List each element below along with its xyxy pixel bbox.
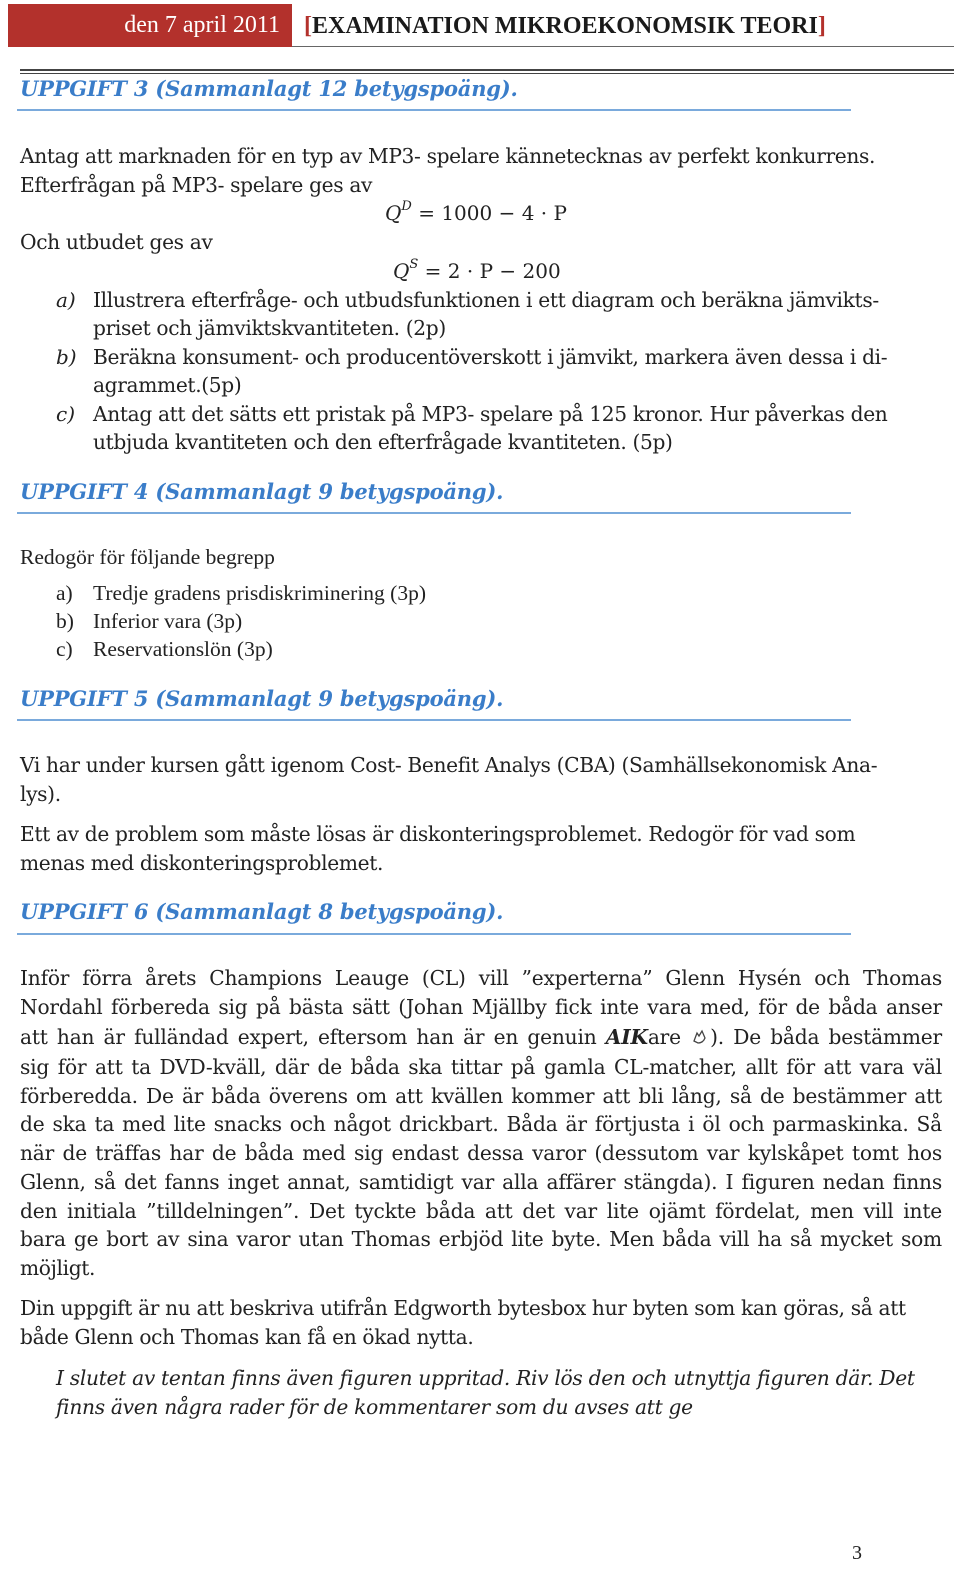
header-bracket-close: ] (817, 12, 826, 39)
task4-item-a-label: a) (56, 581, 73, 605)
header-divider (292, 46, 954, 47)
supply-q: Q (393, 259, 410, 283)
task4-rule (17, 512, 851, 514)
demand-q: Q (385, 201, 402, 225)
task5-heading: UPPGIFT 5 (Sammanlagt 9 betygspoäng). (20, 686, 504, 711)
task3-supply-intro: Och utbudet ges av (20, 230, 213, 254)
task5-para2-line2: menas med diskonteringsproblemet. (20, 851, 384, 875)
smiley-icon (690, 1027, 710, 1047)
task6-para1-line11: möjligt. (20, 1256, 96, 1280)
task3-rule (17, 109, 851, 111)
supply-equation (393, 259, 561, 283)
task6-para1-line4: sig för att ta DVD-kväll, där de båda ska tittar på gamla CL-matcher, allt för att vara väl (20, 1055, 942, 1079)
task3-item-c-line2: utbjuda kvantiteten och den efterfrågade kvantiteten. (5p) (93, 430, 673, 454)
task3-item-b-line1: Beräkna konsument- och producentöverskott i jämvikt, markera även dessa i di- (93, 345, 888, 369)
header-title (304, 6, 826, 46)
task5-para2-line1: Ett av de problem som måste lösas är diskonteringsproblemet. Redogör för vad som (20, 822, 856, 846)
task3-item-b-line2: agrammet.(5p) (93, 373, 242, 397)
task6-note-line2: finns även några rader för de kommentarer som du avses att ge (56, 1395, 693, 1419)
task6-para1-line1: Inför förra årets Champions Leauge (CL) vill ”experterna” Glenn Hysén och Thomas (20, 966, 942, 990)
task6-para1-line9: den initiala ”tilldelningen”. Det tyckte båda att det var lite ojämt fördelat, men vill inte (20, 1199, 942, 1223)
task6-para2-line1: Din uppgift är nu att beskriva utifrån Edgworth bytesbox hur byten som kan göras, så att (20, 1296, 906, 1320)
task4-item-b-label: b) (56, 609, 74, 633)
supply-superscript: S (409, 257, 419, 273)
aik-bold: AIK (605, 1025, 648, 1049)
task4-heading: UPPGIFT 4 (Sammanlagt 9 betygspoäng). (20, 479, 504, 504)
task6-rule (17, 933, 851, 935)
task3-item-c-line1: Antag att det sätts ett pristak på MP3- spelare på 125 kronor. Hur påverkas den (93, 402, 888, 426)
task6-para1-line3 (20, 1025, 942, 1049)
task6-note-line1: I slutet av tentan finns även figuren uppritad. Riv lös den och utnyttja figuren där. Det (56, 1366, 915, 1390)
task6-line3-start: att han är fulländad expert, eftersom han är en genuin (20, 1025, 606, 1049)
header-double-rule-bottom (20, 73, 954, 74)
demand-rhs: = 1000 − 4 · P (418, 201, 567, 225)
page-number: 3 (852, 1542, 862, 1564)
task5-para1-line1: Vi har under kursen gått igenom Cost- Benefit Analys (CBA) (Samhällsekonomisk Ana- (20, 753, 878, 777)
task3-item-a-label: a) (56, 288, 76, 312)
task4-item-c-label: c) (56, 637, 73, 661)
task3-item-b-label: b) (56, 345, 77, 369)
task5-rule (17, 719, 851, 721)
task3-item-c-label: c) (56, 402, 76, 426)
task6-para1-line6: de ska ta med lite snacks och något drickbart. Båda är förtjusta i öl och parmaskinka. Så (20, 1112, 942, 1136)
task6-para2-line2: både Glenn och Thomas kan få en ökad nytta. (20, 1325, 474, 1349)
task3-intro-line2: Efterfrågan på MP3- spelare ges av (20, 173, 373, 197)
aik-rest: are (647, 1025, 681, 1049)
task3-intro-line1: Antag att marknaden för en typ av MP3- spelare kännetecknas av perfekt konkurrens. (20, 144, 876, 168)
task4-intro: Redogör för följande begrepp (20, 545, 275, 569)
task3-heading: UPPGIFT 3 (Sammanlagt 12 betygspoäng). (20, 76, 518, 101)
task6-heading: UPPGIFT 6 (Sammanlagt 8 betygspoäng). (20, 899, 504, 924)
task6-para1-line5: förberedda. De är båda överens om att kvällen kommer att bli lång, så de bestämmer att (20, 1084, 942, 1108)
header-bracket-open: [ (304, 12, 312, 39)
header-double-rule-top (20, 69, 954, 71)
header-date: den 7 april 2011 (8, 4, 292, 47)
task6-para1-line10: bara ge bort av sina varor utan Thomas erbjöd lite byte. Men båda vill ha så mycket som (20, 1227, 942, 1251)
task4-item-c-text: Reservationslön (3p) (93, 637, 273, 661)
header-title-text: EXAMINATION MIKROEKONOMSIK TEORI (312, 12, 818, 39)
task4-item-a-text: Tredje gradens prisdiskriminering (3p) (93, 581, 426, 605)
task4-item-b-text: Inferior vara (3p) (93, 609, 243, 633)
task3-item-a-line1: Illustrera efterfråge- och utbudsfunktionen i ett diagram och beräkna jämvikts- (93, 288, 879, 312)
task5-para1-line2: lys). (20, 782, 61, 806)
demand-superscript: D (401, 199, 412, 215)
task6-line3-end: ). De båda bestämmer (710, 1025, 942, 1049)
task6-para1-line8: Glenn, så det fanns inget annat, samtidigt var alla affärer stängda). I figuren nedan finns (20, 1170, 942, 1194)
task6-para1-line2: Nordahl förbereda sig på bästa sätt (Johan Mjällby fick inte vara med, för de båda anser (20, 995, 942, 1019)
demand-equation (385, 201, 567, 225)
task3-item-a-line2: priset och jämviktskvantiteten. (2p) (93, 316, 446, 340)
supply-rhs: = 2 · P − 200 (424, 259, 561, 283)
task6-para1-line7: när de träffas har de båda med sig endast dessa varor (dessutom var kylskåpet tomt hos (20, 1141, 942, 1165)
